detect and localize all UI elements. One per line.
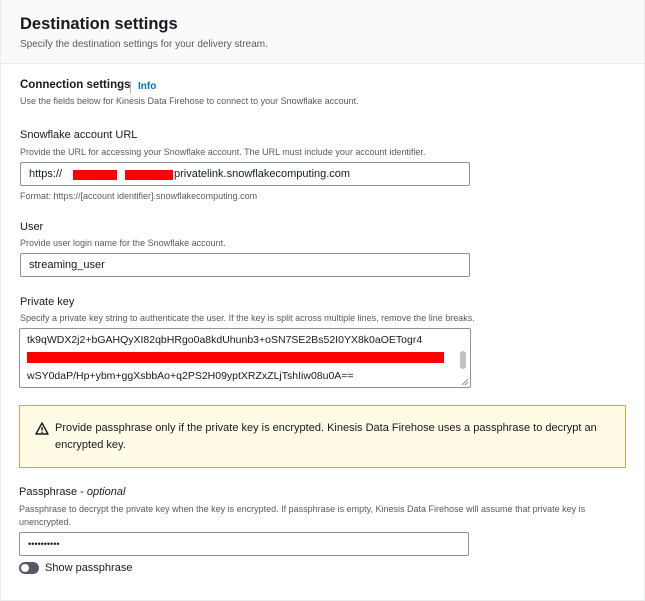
textarea-scrollbar[interactable] [460, 351, 466, 369]
passphrase-label: Passphrase - optional [19, 486, 126, 498]
account-url-suffix: privatelink.snowflakecomputing.com [174, 168, 351, 180]
alert-text: Provide passphrase only if the private key is encrypted. Kinesis Data Firehose uses a passphrase to decrypt an encrypted key. [55, 422, 597, 451]
account-url-hint: Format: https://[account identifier].snowflakecomputing.com [20, 191, 258, 201]
connection-settings-title: Connection settings [20, 79, 131, 91]
info-link[interactable]: Info [138, 81, 157, 92]
redaction-bar [125, 170, 173, 180]
passphrase-alert [19, 405, 626, 468]
user-description: Provide user login name for the Snowflake account. [20, 238, 226, 248]
panel-header [1, 0, 644, 64]
private-key-label: Private key [20, 296, 75, 308]
redaction-bar [27, 352, 444, 363]
page-title: Destination settings [20, 15, 178, 33]
user-input[interactable]: streaming_user [20, 253, 470, 277]
connection-settings-description: Use the fields below for Kinesis Data Firehose to connect to your Snowflake account. [20, 96, 359, 106]
private-key-description: Specify a private key string to authenticate the user. If the key is split across multiple lines, remove the line breaks. [20, 313, 475, 323]
info-separator [130, 81, 131, 93]
show-passphrase-toggle[interactable] [19, 562, 39, 574]
account-url-label: Snowflake account URL [20, 129, 138, 141]
resize-handle-icon[interactable] [461, 378, 469, 386]
toggle-knob [21, 564, 29, 572]
account-url-input[interactable] [20, 162, 470, 186]
optional-marker: optional [86, 486, 126, 498]
private-key-textarea[interactable] [19, 328, 471, 388]
private-key-line: tk9qWDX2j2+bGAHQyXI82qbHRgo0a8kdUhunb3+oSN7SE2Bs52I0YX8k0aOETogr4 [27, 334, 423, 346]
user-label: User [20, 221, 44, 233]
account-url-description: Provide the URL for accessing your Snowflake account. The URL must include your account identifier. [20, 147, 426, 157]
passphrase-description: Passphrase to decrypt the private key when the key is encrypted. If passphrase is empty, Kinesis Data Firehose will assume that private key is unencrypted. [19, 504, 586, 527]
private-key-line: wSY0daP/Hp+ybm+ggXsbbAo+q2PS2H09yptXRZxZLjTshIiw08u0A== [27, 370, 354, 382]
page-description: Specify the destination settings for your delivery stream. [20, 39, 268, 50]
passphrase-label-text: Passphrase [19, 486, 78, 498]
warning-icon [35, 422, 49, 435]
show-passphrase-label[interactable]: Show passphrase [45, 562, 133, 574]
redaction-bar [73, 170, 117, 180]
account-url-prefix: https:// [29, 168, 63, 180]
passphrase-input[interactable]: •••••••••• [19, 532, 469, 556]
